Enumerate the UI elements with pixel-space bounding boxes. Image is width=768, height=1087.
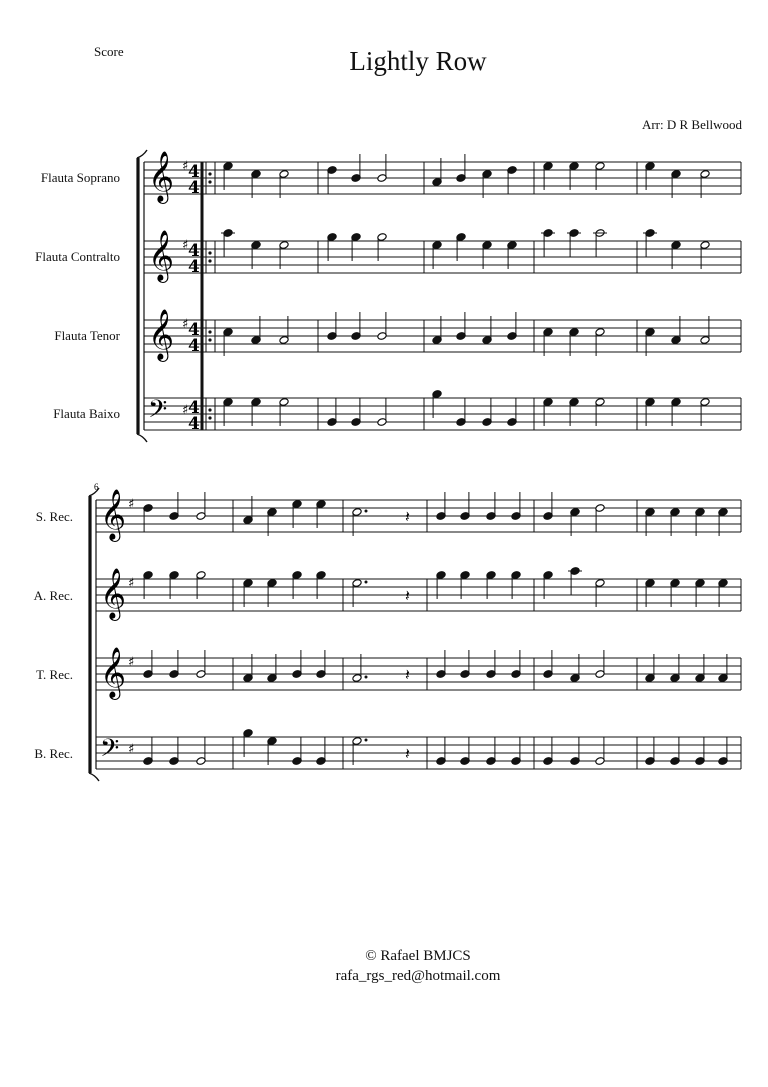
quarter-rest-icon: 𝄽 <box>405 507 410 526</box>
treble-clef-icon: 𝄞 <box>148 230 175 281</box>
instrument-label-baixo: Flauta Baixo <box>53 406 120 421</box>
page-title: Lightly Row <box>349 46 487 76</box>
treble-clef-icon: 𝄞 <box>100 568 127 619</box>
dot <box>365 739 368 742</box>
copyright: © Rafael BMJCS <box>365 948 471 964</box>
treble-clef-icon: 𝄞 <box>100 647 127 698</box>
time-signature-bottom: 4 <box>188 414 200 434</box>
treble-clef-icon: 𝄞 <box>148 309 175 360</box>
instrument-label-soprano: Flauta Soprano <box>40 170 120 185</box>
time-signature-top: 4 <box>188 320 200 340</box>
bass-clef-icon: 𝄢 <box>100 734 120 769</box>
key-signature-sharp-icon: ♯ <box>182 238 189 253</box>
footer <box>0 946 768 986</box>
key-signature-sharp-icon: ♯ <box>182 403 189 418</box>
instrument-label-s-rec: S. Rec. <box>35 509 73 524</box>
arranger-credit: Arr: D R Bellwood <box>641 117 742 132</box>
instrument-label-a-rec: A. Rec. <box>33 588 73 603</box>
time-signature-top: 4 <box>188 162 200 182</box>
key-signature-sharp-icon: ♯ <box>182 159 189 174</box>
instrument-label-contralto: Flauta Contralto <box>35 249 120 264</box>
quarter-rest-icon: 𝄽 <box>405 586 410 605</box>
time-signature-bottom: 4 <box>188 257 200 277</box>
dot <box>365 676 368 679</box>
instrument-label-tenor: Flauta Tenor <box>54 328 120 343</box>
treble-clef-icon: 𝄞 <box>148 151 175 202</box>
bass-clef-icon: 𝄢 <box>148 395 168 430</box>
key-signature-sharp-icon: ♯ <box>128 497 135 512</box>
dot <box>365 581 368 584</box>
time-signature-top: 4 <box>188 398 200 418</box>
time-signature-bottom: 4 <box>188 336 200 356</box>
quarter-rest-icon: 𝄽 <box>405 744 410 763</box>
time-signature-top: 4 <box>188 241 200 261</box>
quarter-rest-icon: 𝄽 <box>405 665 410 684</box>
key-signature-sharp-icon: ♯ <box>128 655 135 670</box>
key-signature-sharp-icon: ♯ <box>128 742 135 757</box>
score-label: Score <box>94 44 124 59</box>
key-signature-sharp-icon: ♯ <box>128 576 135 591</box>
measure-number: 6 <box>94 482 99 492</box>
instrument-label-b-rec: B. Rec. <box>34 746 73 761</box>
dot <box>365 510 368 513</box>
key-signature-sharp-icon: ♯ <box>182 317 189 332</box>
staves <box>89 150 741 781</box>
contact-email: rafa_rgs_red@hotmail.com <box>335 968 501 984</box>
instrument-label-t-rec: T. Rec. <box>36 667 73 682</box>
time-signature-bottom: 4 <box>188 178 200 198</box>
treble-clef-icon: 𝄞 <box>100 489 127 540</box>
